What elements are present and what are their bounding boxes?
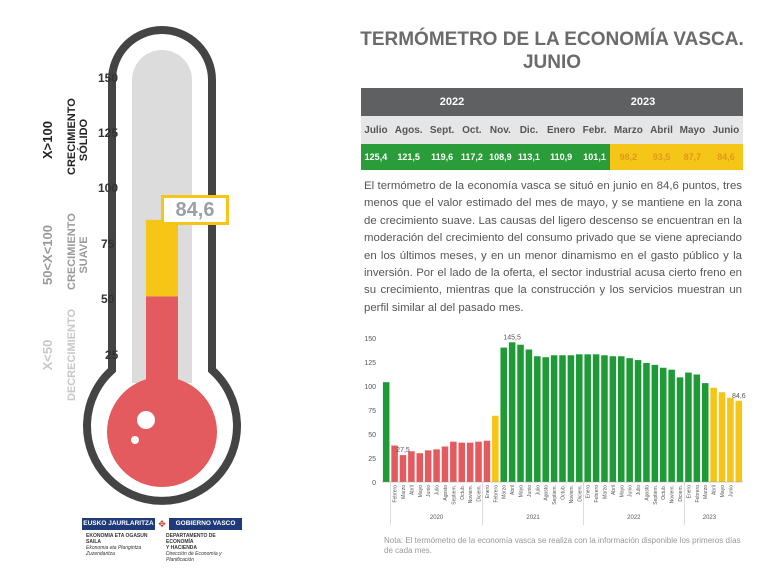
chart-bar: [736, 401, 743, 482]
scale-label-75: 75: [101, 237, 115, 251]
y-tick-label: 150: [364, 336, 376, 343]
x-tick-label: Diciem.: [577, 485, 584, 502]
chart-bar: [500, 348, 507, 482]
logo-left-text: EUSKO JAURLARITZA: [82, 518, 155, 530]
value-cell: 93,5: [647, 144, 676, 170]
chart-bar: [425, 450, 432, 482]
value-cell: 117,2: [458, 144, 486, 170]
chart-bar: [467, 443, 474, 482]
chart-bar: [450, 442, 457, 482]
scale-label-25: 25: [105, 348, 119, 362]
data-annotation: 27,5: [396, 447, 410, 455]
zone-name-decrease: DECRECIMIENTO: [66, 308, 78, 402]
scale-label-100: 100: [98, 181, 119, 195]
x-tick-label: Junio: [426, 485, 433, 497]
chart-bar: [727, 398, 734, 482]
year-row: [361, 88, 743, 116]
value-cell: 87,7: [676, 144, 709, 170]
zone-range-decrease: X<50: [40, 339, 55, 371]
scale-label-150: 150: [98, 71, 119, 85]
bulb-highlight-small: [131, 436, 139, 444]
chart-bar: [652, 365, 659, 482]
chart-bar: [618, 356, 625, 482]
x-tick-label: Enero: [585, 485, 592, 499]
chart-bar: [551, 355, 558, 482]
x-tick-label: Junio: [526, 485, 533, 497]
x-tick-label: Mayo: [518, 485, 525, 498]
chart-bar: [660, 368, 667, 482]
month-cell: Mayo: [676, 116, 709, 144]
value-cell: 125,4: [361, 144, 391, 170]
year-2022: 2022: [361, 88, 543, 116]
government-logo: [82, 518, 242, 563]
chart-bar: [383, 382, 390, 482]
zone-name-soft: CRECIMIENTO SUAVE: [66, 213, 90, 290]
scale-label-125: 125: [98, 126, 119, 140]
chart-bar: [626, 358, 633, 482]
chart-bar: [643, 363, 650, 482]
x-tick-label: Septiem.: [652, 485, 659, 505]
chart-bar: [542, 357, 549, 482]
zone-range-solid: X>100: [40, 121, 55, 159]
chart-bar: [433, 449, 440, 482]
chart-bar: [601, 355, 608, 482]
x-tick-label: Marzo: [400, 485, 407, 499]
y-tick-label: 25: [368, 456, 376, 463]
x-tick-label: Mayo: [720, 485, 727, 498]
month-cell: Febr.: [579, 116, 610, 144]
chart-bar: [400, 455, 407, 482]
x-tick-label: Agosto: [442, 485, 449, 501]
month-cell: Agos.: [391, 116, 427, 144]
x-tick-label: Octub.: [560, 485, 567, 500]
footnote: Nota: El termómetro de la economía vasca se realiza con la información disponible los primeros días de cada mes.: [384, 536, 741, 555]
bulb-highlight-large: [137, 411, 155, 429]
x-tick-label: Abril: [610, 485, 617, 496]
x-tick-label: Septiem.: [451, 485, 458, 505]
chart-bar: [710, 388, 717, 482]
thermometer-yellow-level: [146, 220, 178, 297]
chart-bar: [484, 441, 491, 482]
logo-right-text: GOBIERNO VASCO: [169, 518, 242, 530]
x-tick-label: Abril: [409, 485, 416, 496]
x-tick-label: Diciem.: [678, 485, 685, 502]
chart-bar: [635, 360, 642, 482]
x-tick-label: Diciem.: [476, 485, 483, 502]
x-tick-label: Febrero: [392, 485, 399, 503]
chart-bar: [702, 383, 709, 482]
x-tick-label: Abril: [711, 485, 718, 496]
zone-range-soft: 50<X<100: [40, 225, 55, 286]
x-tick-label: Julio: [434, 485, 441, 496]
value-cell: 113,1: [515, 144, 543, 170]
chart-bar: [534, 356, 541, 482]
y-tick-label: 75: [368, 408, 376, 415]
chart-bar: [509, 342, 516, 482]
x-tick-label: Abril: [510, 485, 517, 496]
x-tick-label: Febrero: [493, 485, 500, 503]
chart-bar: [685, 373, 692, 482]
chart-bar: [719, 392, 726, 482]
chart-bar: [610, 356, 617, 482]
history-bar-chart: [355, 325, 755, 525]
x-tick-label: Enero: [484, 485, 491, 499]
month-cell: Dic.: [515, 116, 543, 144]
logo-right-sub-2: Y HACIENDA: [166, 545, 198, 551]
chart-bar: [568, 355, 575, 482]
x-tick-label: Octub.: [661, 485, 668, 500]
value-cell: 84,6: [709, 144, 743, 170]
value-row: [361, 144, 743, 170]
year-group-label: 2020: [429, 515, 444, 521]
y-tick-label: 100: [364, 384, 376, 391]
value-cell: 98,2: [610, 144, 647, 170]
chart-bar: [442, 446, 449, 482]
y-tick-label: 125: [364, 360, 376, 367]
x-tick-label: Septiem.: [552, 485, 559, 505]
month-cell: Nov.: [486, 116, 515, 144]
logo-left-sub-1: EKONOMIA ETA OGASUN: [86, 533, 148, 539]
y-tick-label: 0: [372, 480, 376, 487]
value-cell: 121,5: [391, 144, 427, 170]
chart-bar: [417, 453, 424, 482]
page-title: TERMÓMETRO DE LA ECONOMÍA VASCA. JUNIO: [360, 29, 744, 73]
year-group-label: 2022: [627, 515, 641, 521]
logo-right-sub-1: DEPARTAMENTO DE ECONOMÍA: [166, 533, 216, 545]
chart-bar: [584, 354, 591, 482]
chart-bar: [677, 377, 684, 482]
x-tick-label: Noviem.: [568, 485, 575, 504]
x-tick-label: Mayo: [619, 485, 626, 498]
month-cell: Enero: [543, 116, 579, 144]
chart-bar: [458, 443, 465, 482]
logo-emblem-icon: ✥: [155, 518, 169, 530]
scale-label-50: 50: [101, 292, 115, 306]
data-annotation: 145,5: [503, 334, 521, 342]
year-2023: 2023: [543, 88, 743, 116]
logo-right-sub-3: Dirección de Economía y Planificación: [166, 551, 222, 563]
x-tick-label: Marzo: [602, 485, 609, 499]
year-group-label: 2023: [702, 515, 717, 521]
x-tick-label: Marzo: [501, 485, 508, 499]
x-tick-label: Agosto: [644, 485, 651, 501]
x-tick-label: Julio: [636, 485, 643, 496]
chart-bar: [475, 442, 482, 482]
zone-label-solid: [30, 85, 90, 195]
data-annotation: 84,6: [731, 392, 746, 400]
thermometer-value-box: 84,6: [161, 195, 229, 225]
summary-text: El termómetro de la economía vasca se situó en junio en 84,6 puntos, tres menos que el valor estimado del mes de mayo, y se mantiene en la zona de crecimiento suave. Las causas del ligero descenso se encuentran en la moderación del crecimiento del consumo privado que se viene apreciando en los últimos meses, y en un menor dinamismo en el gasto público y la inversión. Por el lado de la oferta, el sector industrial acusa cierto freno en su crecimiento, mientras que la construcción y los servicios muestran un perfil similar al del pasado mes.: [364, 180, 742, 314]
logo-left-sub-3: Ekonomia eta Plangintza Zuzendaritza: [86, 545, 142, 557]
x-tick-label: Mayo: [417, 485, 424, 498]
month-cell: Oct.: [458, 116, 486, 144]
zone-label-decrease: [30, 300, 78, 410]
month-cell: Junio: [709, 116, 743, 144]
zone-label-soft: [30, 200, 90, 310]
value-cell: 108,9: [486, 144, 515, 170]
x-tick-label: Agosto: [543, 485, 550, 501]
chart-bar: [668, 370, 675, 482]
chart-bar: [559, 355, 566, 482]
month-row: [361, 116, 743, 144]
month-cell: Abril: [647, 116, 676, 144]
chart-bar: [526, 350, 533, 482]
month-cell: Marzo: [610, 116, 647, 144]
x-tick-label: Febrero: [594, 485, 601, 503]
value-cell: 101,1: [579, 144, 610, 170]
y-tick-label: 50: [368, 432, 376, 439]
chart-bar: [492, 416, 499, 482]
year-group-label: 2021: [526, 515, 540, 521]
chart-bar: [517, 345, 524, 482]
x-tick-label: Octub.: [459, 485, 466, 500]
zone-name-solid: CRECIMIENTO SÓLIDO: [66, 98, 90, 175]
chart-bar: [593, 354, 600, 482]
logo-left-sub-2: SAILA: [86, 539, 101, 545]
x-tick-label: Noviem.: [669, 485, 676, 504]
chart-bar: [694, 374, 701, 482]
chart-bar: [408, 451, 415, 482]
x-tick-label: Junio: [627, 485, 634, 497]
values-table: [361, 88, 743, 170]
x-tick-label: Julio: [535, 485, 542, 496]
x-tick-label: Marzo: [703, 485, 710, 499]
chart-bar: [576, 354, 583, 482]
value-cell: 119,6: [426, 144, 457, 170]
value-cell: 110,9: [543, 144, 579, 170]
x-tick-label: Junio: [728, 485, 735, 497]
month-cell: Julio: [361, 116, 391, 144]
x-tick-label: Enero: [686, 485, 693, 499]
x-tick-label: Febrero: [694, 485, 701, 503]
month-cell: Sept.: [426, 116, 457, 144]
x-tick-label: Noviem.: [468, 485, 475, 504]
